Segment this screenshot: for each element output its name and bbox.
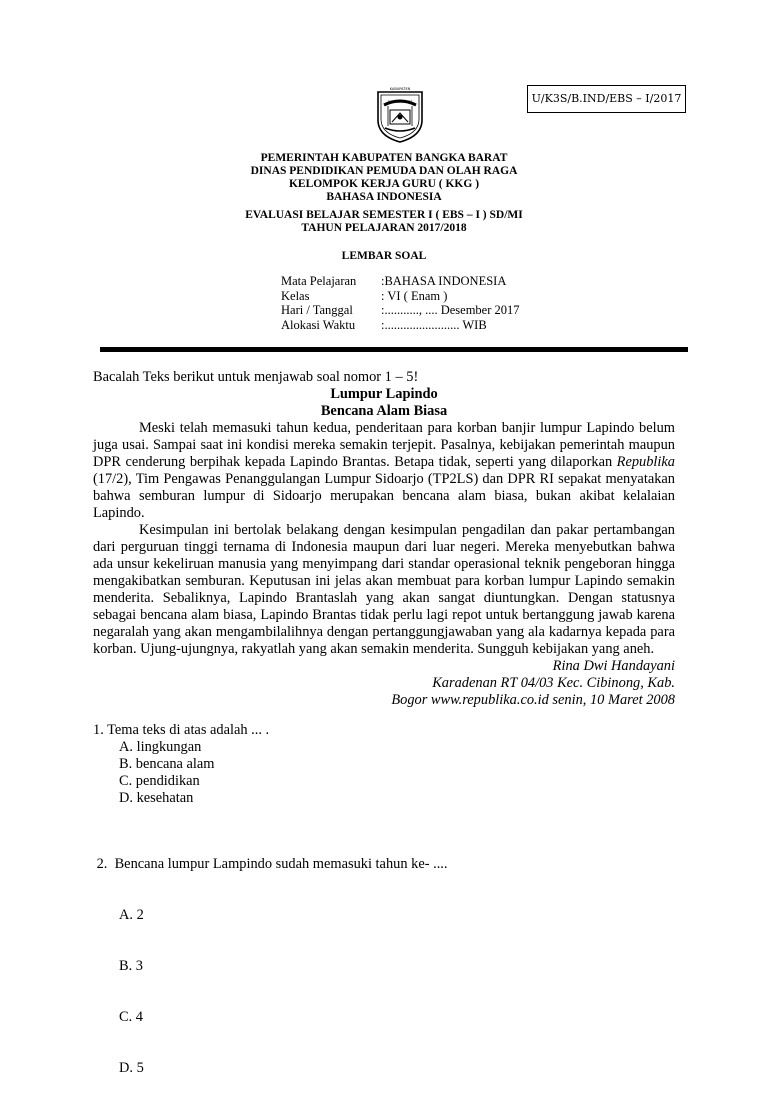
emblem-band-text: BANGKA BARAT xyxy=(387,100,413,104)
info-label: Alokasi Waktu xyxy=(281,317,356,332)
exam-info-table xyxy=(281,274,520,332)
header-line-3: KELOMPOK KERJA GURU ( KKG ) xyxy=(288,178,480,190)
regency-emblem-icon xyxy=(374,86,426,144)
document-code-box: U/K3S/B.IND/EBS – I/2017 xyxy=(527,85,686,113)
info-value: : VI ( Enam ) xyxy=(381,288,448,303)
info-value: :........................ WIB xyxy=(381,317,487,332)
question-stem: 2. Bencana lumpur Lampindo sudah memasuki tahun ke- .... xyxy=(93,856,448,872)
reading-passage xyxy=(93,369,675,709)
article-author: Rina Dwi Handayani xyxy=(552,658,675,674)
info-value: :..........., .... Desember 2017 xyxy=(381,303,520,317)
emblem-top-text: KABUPATEN xyxy=(389,87,411,91)
newspaper-name: Republika xyxy=(616,454,675,470)
sheet-title: LEMBAR SOAL xyxy=(341,250,427,262)
article-title: Lumpur Lapindo xyxy=(330,386,438,402)
paragraph-1 xyxy=(93,420,675,522)
article-source: Bogor www.republika.co.id senin, 10 Maret 2008 xyxy=(391,692,675,708)
paragraph-2: Kesimpulan ini bertolak belakang dengan kesimpulan pengadilan dan pakar pertambangan dari perguruan tinggi ternama di Indonesia maupun dari luar negeri. Mereka menyebutkan bahwa ada unsur kekeliruan manusia yang menyimpang dari standar operasional teknik pengeboran hingga mengakibatkan semburan. Keputusan ini jelas akan membuat para korban lumpur Lapindo semakin menderita. Sebaliknya, Lapindo Brantaslah yang akan sangat diuntungkan. Dengan statusnya sebagai bencana alam biasa, Lapindo Brantas tidak perlu lagi repot untuk bertanggung jawab karena negaralah yang akan mengambilalihnya dengan pertanggungjawaban yang ala kadarnya kepada para korban. Ujung-ujungnya, rakyatlah yang akan semakin menderita. Sungguh kebijakan yang aneh. xyxy=(93,522,675,657)
instruction: Bacalah Teks berikut untuk menjawab soal nomor 1 – 5! xyxy=(93,369,419,385)
info-row xyxy=(281,289,520,304)
header-line-1: PEMERINTAH KABUPATEN BANGKA BARAT xyxy=(260,152,508,164)
answer-option: B. 3 xyxy=(119,958,143,974)
paragraph-1-text-a: Meski telah memasuki tahun kedua, penderitaan para korban banjir lumpur Lapindo belum juga usai. Sampai saat ini kondisi mereka semakin terjepit. Pasalnya, kebijakan pemerintah maupun DPR cenderung berpihak kepada Lapindo Brantas. Betapa tidak, seperti yang dilaporkan xyxy=(93,420,675,470)
answer-option: D. kesehatan xyxy=(119,790,194,806)
header-divider xyxy=(100,347,688,352)
question-1 xyxy=(93,722,269,807)
question-stem: 1. Tema teks di atas adalah ... . xyxy=(93,722,270,738)
info-row xyxy=(281,318,520,333)
answer-option: C. pendidikan xyxy=(119,773,200,789)
evaluation-title: EVALUASI BELAJAR SEMESTER I ( EBS – I ) SD/MI xyxy=(245,209,523,221)
info-label: Hari / Tanggal xyxy=(281,303,353,317)
article-subtitle: Bencana Alam Biasa xyxy=(320,403,448,419)
info-label: Kelas xyxy=(281,288,310,303)
answer-option: A. 2 xyxy=(119,907,144,923)
info-row xyxy=(281,274,520,289)
question-2 xyxy=(93,822,448,1094)
answer-option: A. lingkungan xyxy=(119,739,202,755)
article-address: Karadenan RT 04/03 Kec. Cibinong, Kab. xyxy=(432,675,675,691)
answer-option: B. bencana alam xyxy=(119,756,215,772)
info-value: :BAHASA INDONESIA xyxy=(381,274,507,288)
header-line-2: DINAS PENDIDIKAN PEMUDA DAN OLAH RAGA xyxy=(250,165,518,177)
answer-option: D. 5 xyxy=(119,1060,144,1076)
header-line-4: BAHASA INDONESIA xyxy=(326,191,442,203)
paragraph-1-text-b: (17/2), Tim Pengawas Penanggulangan Lumpur Sidoarjo (TP2LS) dan DPR RI sepakat menyatakan bahwa semburan lumpur di Sidoarjo merupakan bencana alam biasa, bukan akibat kelalaian Lapindo. xyxy=(93,471,675,521)
info-label: Mata Pelajaran xyxy=(281,274,357,288)
academic-year: TAHUN PELAJARAN 2017/2018 xyxy=(301,222,467,234)
answer-option: C. 4 xyxy=(119,1009,143,1025)
info-row xyxy=(281,303,520,318)
